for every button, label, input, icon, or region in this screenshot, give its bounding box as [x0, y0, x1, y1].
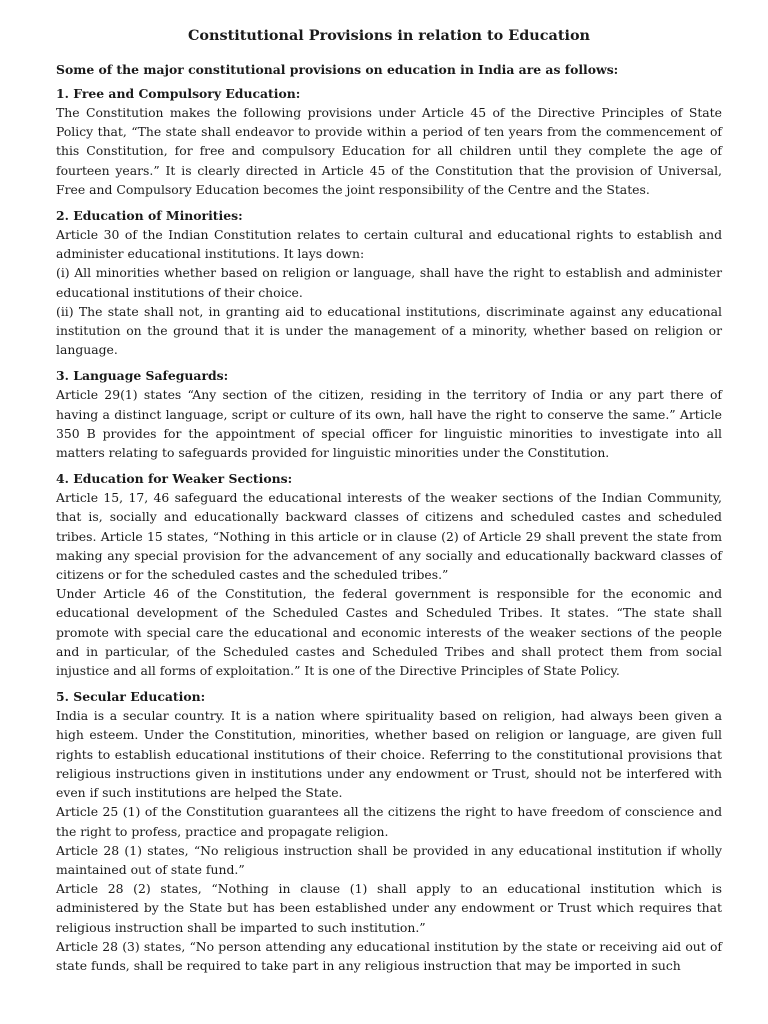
- paragraph: India is a secular country. It is a nation where spirituality based on religion, had always been given a high esteem. Under the Constitution, minorities, whether based on religion or language, are given full rights to establish educational institutions of their choice. Referring to the constitutional provisions that religious instructions given in institutions under any endowment or Trust, should not be interfered with even if such institutions are helped the State.: [56, 708, 722, 801]
- section-free-compulsory-education: [56, 84, 722, 199]
- paragraph: The Constitution makes the following provisions under Article 45 of the Directive Principles of State Policy that, “The state shall endeavor to provide within a period of ten years from the commencement of this Constitution, for free and compulsory Education for all children until they complete the age of fourteen years.” It is clearly directed in Article 45 of the Constitution that the provision of Universal, Free and Compulsory Education becomes the joint responsibility of the Centre and the States.: [56, 105, 722, 197]
- paragraph: Article 28 (3) states, “No person attending any educational institution by the state or receiving aid out of state funds, shall be required to take part in any religious instruction that may be imported in such: [56, 938, 722, 973]
- paragraph: Article 29(1) states “Any section of the citizen, residing in the territory of India or any part there of having a distinct language, script or culture of its own, hall have the right to conserve the same.” Article 350 B provides for the appointment of special officer for linguistic minorities to investigate into all matters relating to safeguards provided for linguistic minorities under the Constitution.: [56, 387, 722, 461]
- section-weaker-sections: [56, 469, 722, 680]
- section-language-safeguards: [56, 366, 722, 462]
- paragraph: Under Article 46 of the Constitution, the federal government is responsible for the economic and educational development of the Scheduled Castes and Scheduled Tribes. It states. “The state shall promote with special care the educational and economic interests of the weaker sections of the people and in particular, of the Scheduled castes and Scheduled Tribes and shall protect them from social injustice and all forms of exploitation.” It is one of the Directive Principles of State Policy.: [56, 586, 722, 679]
- section-heading: 1. Free and Compulsory Education:: [56, 86, 301, 101]
- paragraph: Article 30 of the Indian Constitution relates to certain cultural and educational rights to establish and administer educational institutions. It lays down:: [56, 227, 722, 262]
- section-heading: 4. Education for Weaker Sections:: [56, 471, 293, 487]
- section-secular-education: [56, 687, 722, 975]
- section-heading: 5. Secular Education:: [56, 689, 206, 705]
- intro-text: Some of the major constitutional provisions on education in India are as follows:: [56, 62, 619, 77]
- paragraph: (i) All minorities whether based on religion or language, shall have the right to establish and administer educational institutions of their choice.: [56, 265, 722, 300]
- section-heading: 3. Language Safeguards:: [56, 368, 229, 384]
- section-heading: 2. Education of Minorities:: [56, 208, 243, 224]
- paragraph: (ii) The state shall not, in granting aid to educational institutions, discriminate against any educational institution on the ground that it is under the management of a minority, whether based on religion or language.: [56, 303, 722, 358]
- paragraph: Article 28 (2) states, “Nothing in clause (1) shall apply to an educational institution which is administered by the State but has been established under any endowment or Trust which requires that religious instruction shall be imparted to such institution.”: [56, 881, 722, 935]
- paragraph: Article 25 (1) of the Constitution guarantees all the citizens the right to have freedom of conscience and the right to profess, practice and propagate religion.: [56, 804, 722, 839]
- paragraph: Article 15, 17, 46 safeguard the educational interests of the weaker sections of the Indian Community, that is, socially and educationally backward classes of citizens and scheduled castes and scheduled tribes. Article 15 states, “Nothing in this article or in clause (2) of Article 29 shall prevent the state from making any special provision for the advancement of any socially and educationally backward classes of citizens or for the scheduled castes and the scheduled tribes.”: [56, 490, 722, 583]
- paragraph: Article 28 (1) states, “No religious instruction shall be provided in any educational institution if wholly maintained out of state fund.”: [56, 842, 722, 877]
- section-education-of-minorities: [56, 206, 722, 359]
- page-title: Constitutional Provisions in relation to Education: [187, 27, 591, 44]
